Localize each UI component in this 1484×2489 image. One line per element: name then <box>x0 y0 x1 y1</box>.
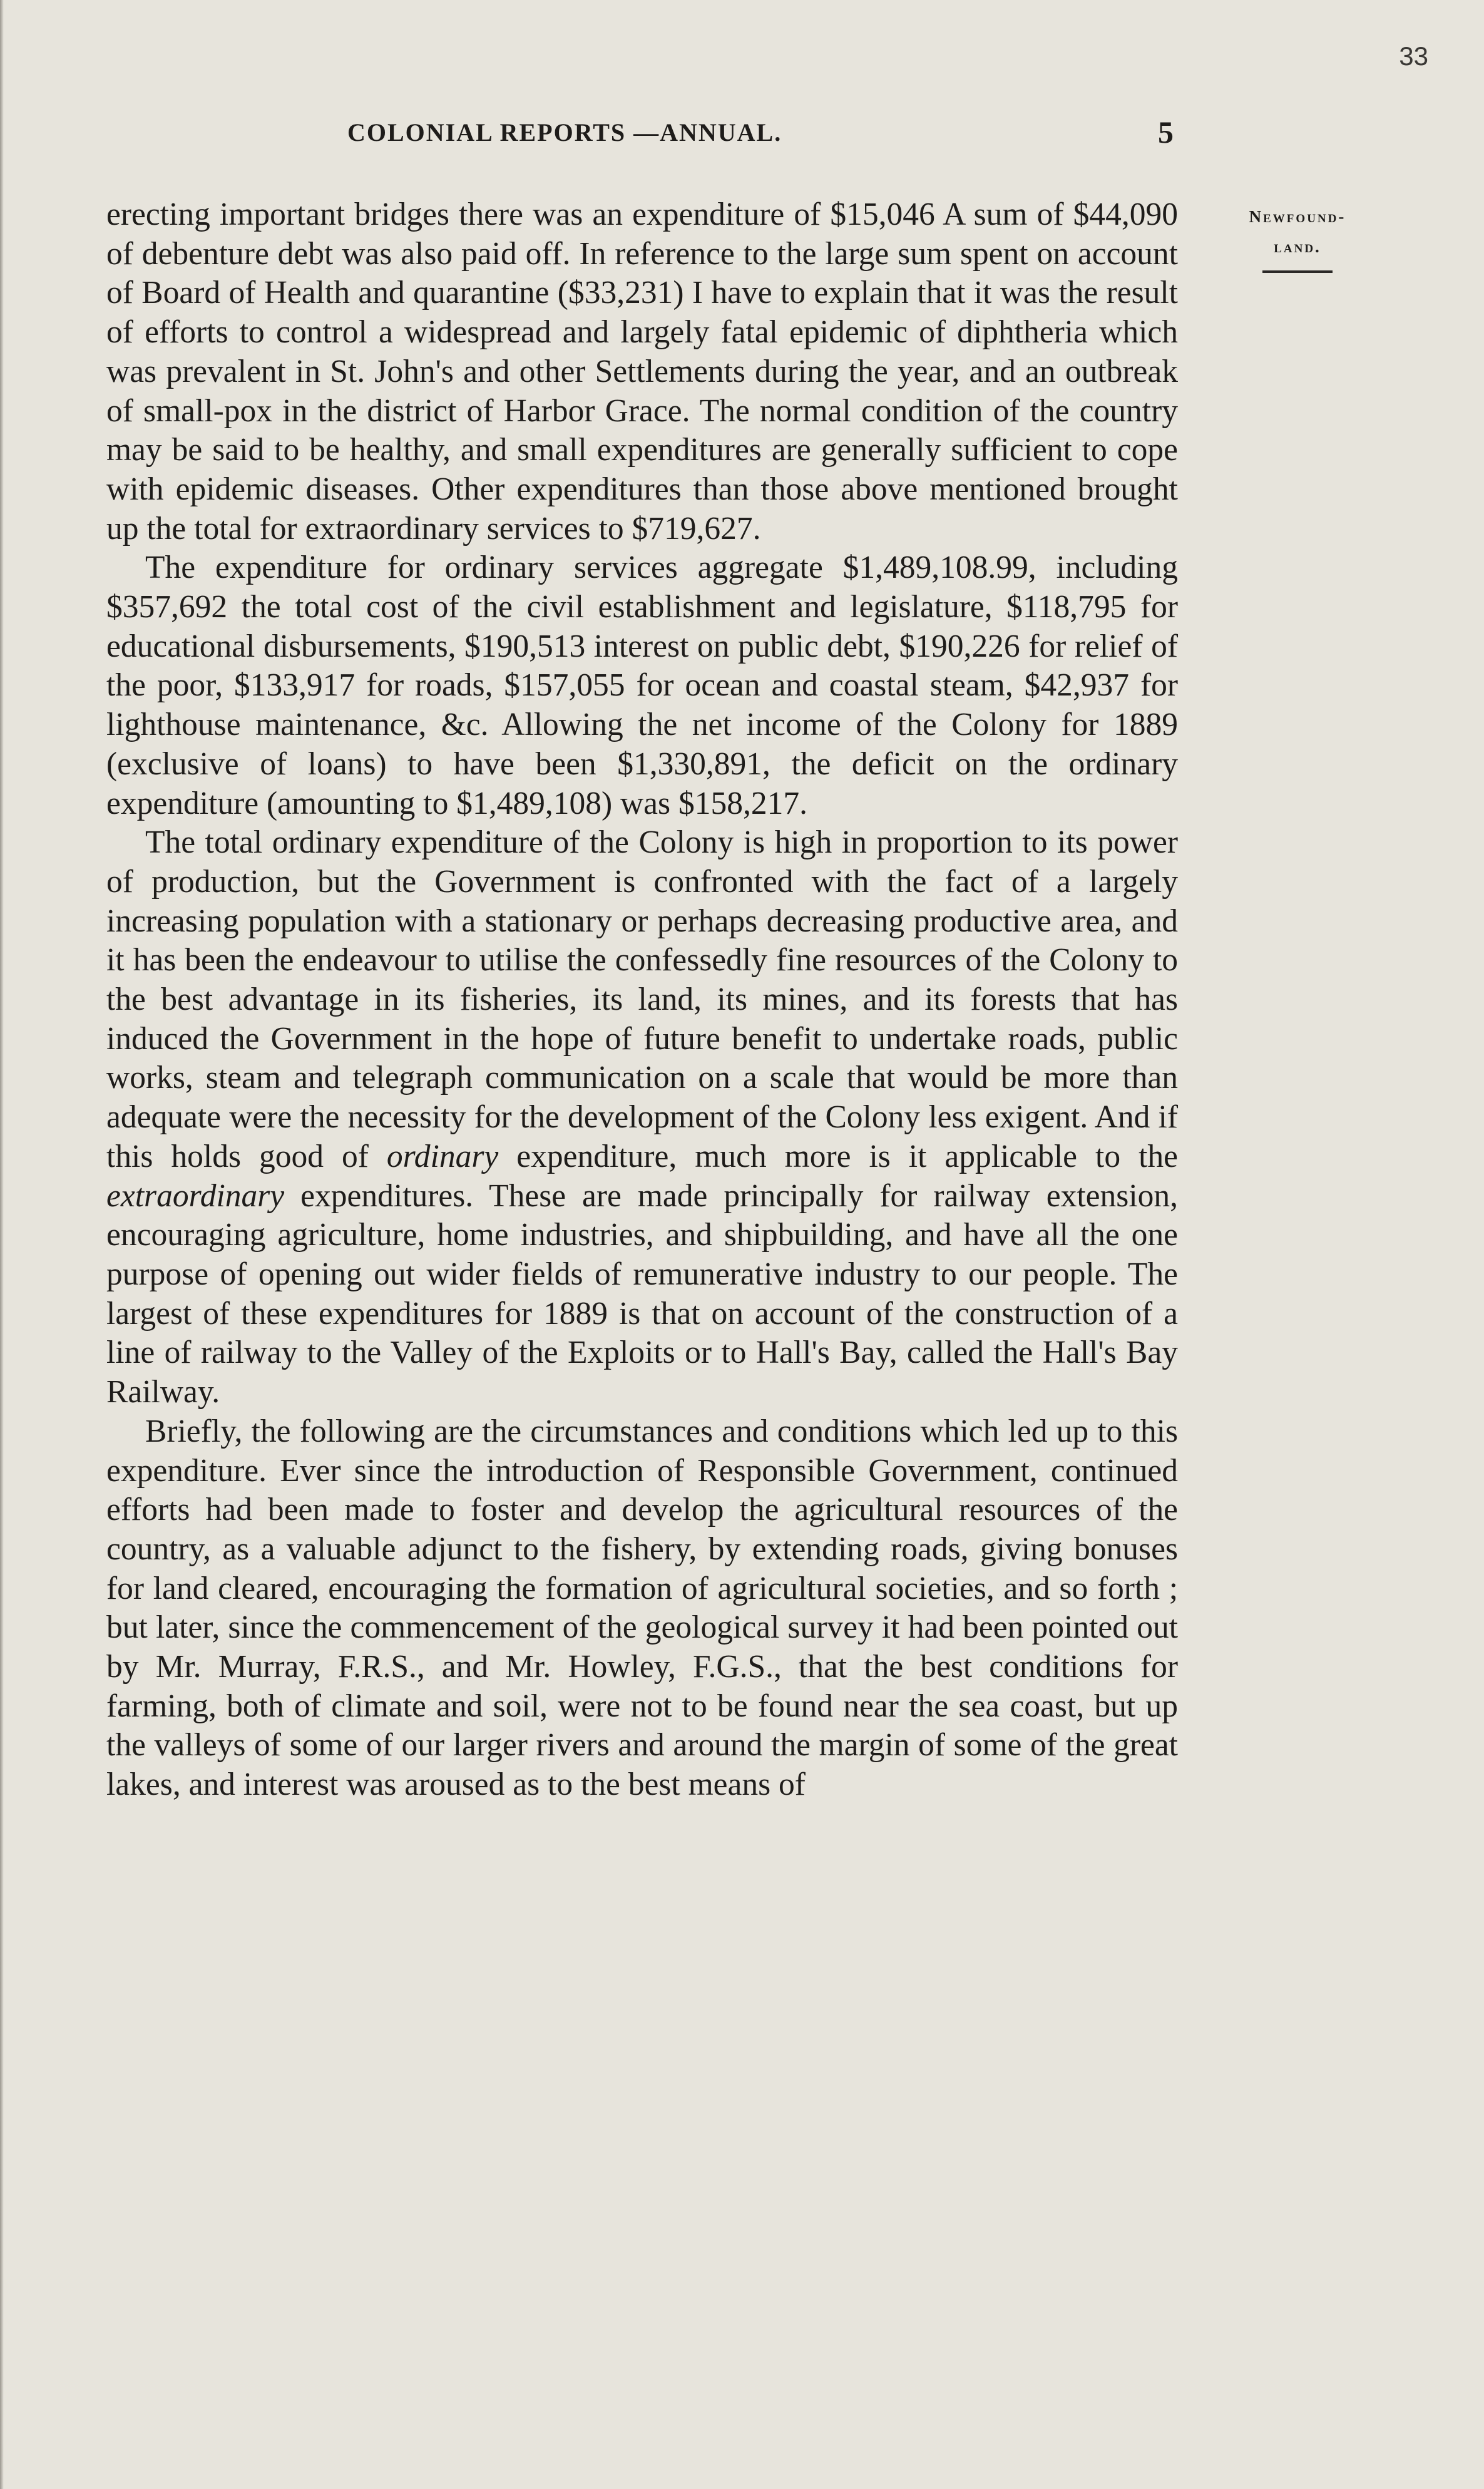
scan-edge <box>0 0 4 2489</box>
margin-note-line-1: Newfound- <box>1249 207 1346 226</box>
paragraph-3-part-3: expenditures. These are made principally for railway extension, encouraging agriculture, home industries, and shipbuilding, and have all the one purpose of opening out wider fields of remunerative industry to our people. The largest of these expenditures for 1889 is that on account of the construction of a line of railway to the Valley of the Exploits or to Hall's Bay, called the Hall's Bay Railway. <box>106 1178 1178 1410</box>
paragraph-2: The expenditure for ordinary services aggregate $1,489,108.99, including $357,692 the total cost of the civil establishment and legislature, $118,795 for educational disbursements, $190,513 interest on public debt, $190,226 for relief of the poor, $133,917 for roads, $157,055 for ocean and coastal steam, $42,937 for lighthouse maintenance, &c. Allowing the net income of the Colony for 1889 (exclusive of loans) to have been $1,330,891, the deficit on the ordinary expenditure (amounting to $1,489,108) was $158,217. <box>106 550 1178 821</box>
paragraph-3-part-1: The total ordinary expenditure of the Colony is high in proportion to its power of production, but the Government is confronted with the fact of a largely increasing population with a stationary or perhaps decreasing productive area, and it has been the endeavour to utilise the confessedly fine resources of the Colony to the best advantage in its fisheries, its land, its mines, and its forests that has induced the Government in the hope of future benefit to undertake roads, public works, steam and telegraph communication on a scale that would be more than adequate were the necessity for the development of the Colony less exigent. And if this holds good of <box>106 824 1178 1174</box>
paragraph-1: erecting important bridges there was an expenditure of $15,046 A sum of $44,090 of debenture debt was also paid off. In reference to the large sum spent on account of Board of Health and quarantine ($33,231) I have to explain that it was the result of efforts to control a widespread and largely fatal epidemic of diphtheria which was prevalent in St. John's and other Settlements during the year, and an outbreak of small-pox in the district of Harbor Grace. The normal condition of the country may be said to be healthy, and small expenditures are generally sufficient to cope with epidemic diseases. Other expenditures than those above mentioned brought up the total for extraordinary services to $719,627. <box>106 197 1178 547</box>
margin-note <box>1207 202 1388 273</box>
paragraph-3-italic-ordinary: ordinary <box>386 1138 499 1174</box>
running-head-title: COLONIAL REPORTS —ANNUAL. <box>347 118 782 146</box>
margin-note-line-2: land. <box>1274 237 1321 256</box>
running-head <box>106 115 1180 155</box>
margin-note-rule <box>1262 270 1333 273</box>
paragraph-3-part-2: expenditure, much more is it applicable to the <box>516 1138 1178 1174</box>
paragraph-3-italic-extraordinary: extraordinary <box>106 1178 285 1214</box>
page-number: 5 <box>1158 115 1174 150</box>
folio-number: 33 <box>1399 41 1428 71</box>
body-text <box>106 195 1178 1805</box>
paragraph-3 <box>106 823 1178 1412</box>
paragraph-4: Briefly, the following are the circumstances and conditions which led up to this expenditure. Ever since the introduction of Responsible Government, continued efforts had been made to foster and develop the agricultural resources of the country, as a valuable adjunct to the fishery, by extending roads, giving bonuses for land cleared, encouraging the formation of agricultural societies, and so forth ; but later, since the commencement of the geological survey it had been pointed out by Mr. Murray, F.R.S., and Mr. Howley, F.G.S., that the best conditions for farming, both of climate and soil, were not to be found near the sea coast, but up the valleys of some of our larger rivers and around the margin of some of the great lakes, and interest was aroused as to the best means of <box>106 1413 1178 1803</box>
